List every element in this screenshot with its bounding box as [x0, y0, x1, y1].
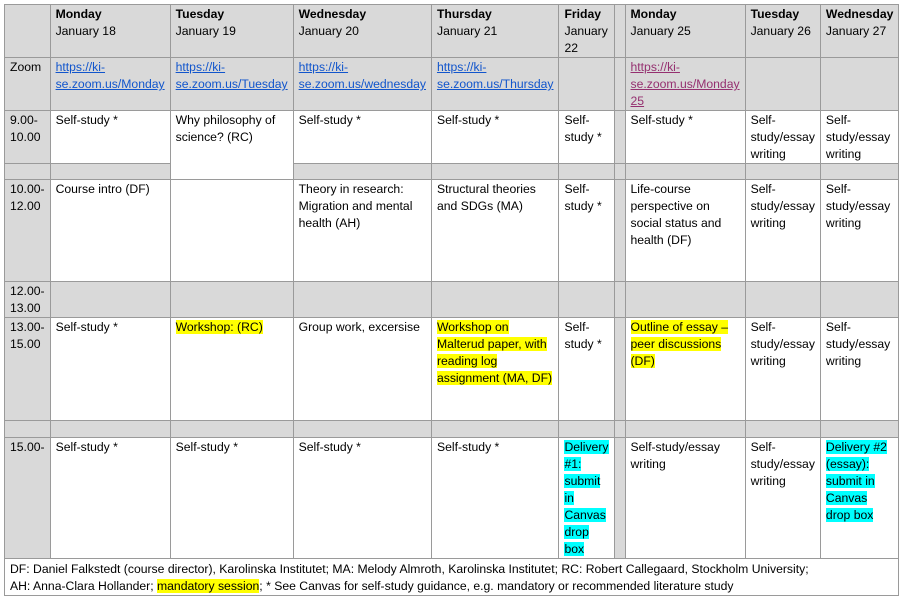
schedule-cell: Structural theories and SDGs (MA) [431, 180, 559, 282]
legend-line-1: DF: Daniel Falkstedt (course director), Karolinska Institutet; MA: Melody Almroth, Karolinska Institutet; RC: Robert Callegaard, Stockholm University; [10, 562, 809, 576]
day-date: January 25 [630, 24, 691, 38]
timeslot-row [5, 111, 899, 164]
schedule-cell: Self-study/essay writing [745, 318, 820, 421]
schedule-cell [820, 438, 899, 559]
delivery-highlight: Delivery #2 (essay): submit in Canvas drop box [825, 440, 887, 522]
weekend-spacer [614, 180, 625, 282]
zoom-cell [293, 58, 431, 111]
schedule-cell [625, 318, 745, 421]
day-header [745, 5, 820, 58]
timeslot-row [5, 318, 899, 421]
schedule-cell: Self-study/essay writing [820, 180, 899, 282]
timeslot-row [5, 438, 899, 559]
schedule-cell: Self-study * [50, 111, 170, 164]
schedule-cell: Why philosophy of science? (RC) [170, 111, 293, 180]
schedule-cell: Course intro (DF) [50, 180, 170, 282]
schedule-cell: Self-study/essay writing [625, 438, 745, 559]
zoom-link[interactable]: https://ki-se.zoom.us/Monday 25 [630, 60, 740, 108]
day-header [170, 5, 293, 58]
schedule-cell: Self-study * [625, 111, 745, 164]
row-label: Zoom [5, 58, 51, 111]
zoom-cell [170, 58, 293, 111]
zoom-cell [559, 58, 614, 111]
row-label: 12.00-13.00 [5, 282, 51, 318]
zoom-cell [625, 58, 745, 111]
day-header [559, 5, 614, 58]
separator-row [5, 164, 899, 180]
day-header [50, 5, 170, 58]
day-date: January 19 [175, 24, 236, 38]
day-date: January 22 [564, 24, 608, 55]
course-schedule-table [4, 4, 899, 596]
lunch-row [5, 282, 899, 318]
zoom-link[interactable]: https://ki-se.zoom.us/wednesday [298, 60, 426, 91]
day-date: January 18 [55, 24, 116, 38]
row-label: 15.00- [5, 438, 51, 559]
legend [5, 559, 899, 596]
weekend-spacer [614, 5, 625, 58]
schedule-cell [431, 318, 559, 421]
schedule-cell: Self-study * [293, 438, 431, 559]
timeslot-row [5, 180, 899, 282]
header-row [5, 5, 899, 58]
corner-cell [5, 5, 51, 58]
legend-mandatory-key: mandatory session [157, 579, 260, 593]
mandatory-highlight: Outline of essay – peer discussions (DF) [630, 320, 729, 368]
legend-line-2-end: ; * See Canvas for self-study guidance, e.g. mandatory or recommended literature study [259, 579, 734, 593]
schedule-cell: Self-study/essay writing [820, 318, 899, 421]
day-name: Friday [564, 7, 602, 21]
zoom-row [5, 58, 899, 111]
schedule-cell: Self-study * [431, 438, 559, 559]
day-header [293, 5, 431, 58]
separator-row [5, 421, 899, 438]
day-name: Monday [55, 7, 102, 21]
legend-line-2-start: AH: Anna-Clara Hollander; [10, 579, 157, 593]
weekend-spacer [614, 111, 625, 164]
schedule-cell: Self-study * [431, 111, 559, 164]
day-name: Wednesday [825, 7, 894, 21]
schedule-cell: Life-course perspective on social status and health (DF) [625, 180, 745, 282]
day-header [431, 5, 559, 58]
schedule-cell: Self-study * [50, 318, 170, 421]
row-label: 10.00-12.00 [5, 180, 51, 282]
zoom-cell [820, 58, 899, 111]
row-label: 9.00-10.00 [5, 111, 51, 164]
delivery-highlight: Delivery #1: submit in Canvas drop box [564, 440, 609, 556]
schedule-cell: Self-study/essay writing [745, 180, 820, 282]
day-name: Tuesday [750, 7, 800, 21]
schedule-cell [170, 180, 293, 282]
schedule-cell: Self-study/essay writing [820, 111, 899, 164]
schedule-cell: Self-study * [293, 111, 431, 164]
schedule-cell: Self-study * [559, 318, 614, 421]
day-name: Wednesday [298, 7, 367, 21]
legend-row [5, 559, 899, 596]
mandatory-highlight: Workshop: (RC) [175, 320, 263, 334]
zoom-cell [745, 58, 820, 111]
schedule-cell: Self-study/essay writing [745, 111, 820, 164]
zoom-cell [431, 58, 559, 111]
day-date: January 20 [298, 24, 359, 38]
zoom-link[interactable]: https://ki-se.zoom.us/Tuesday [175, 60, 288, 91]
schedule-cell: Theory in research: Migration and mental health (AH) [293, 180, 431, 282]
zoom-link[interactable]: https://ki-se.zoom.us/Thursday [436, 60, 554, 91]
day-header [820, 5, 899, 58]
schedule-cell [559, 438, 614, 559]
zoom-link[interactable]: https://ki-se.zoom.us/Monday [55, 60, 165, 91]
row-label: 13.00-15.00 [5, 318, 51, 421]
schedule-cell: Group work, excersise [293, 318, 431, 421]
weekend-spacer [614, 318, 625, 421]
schedule-cell: Self-study/essay writing [745, 438, 820, 559]
mandatory-highlight: Workshop on Malterud paper, with reading log assignment (MA, DF) [436, 320, 553, 385]
schedule-cell [170, 318, 293, 421]
day-date: January 21 [436, 24, 498, 38]
day-name: Monday [630, 7, 677, 21]
day-date: January 27 [825, 24, 887, 38]
weekend-spacer [614, 58, 625, 111]
schedule-cell: Self-study * [559, 111, 614, 164]
schedule-cell: Self-study * [50, 438, 170, 559]
day-header [625, 5, 745, 58]
day-date: January 26 [750, 24, 811, 38]
day-name: Thursday [436, 7, 492, 21]
schedule-cell: Self-study * [170, 438, 293, 559]
schedule-cell: Self-study * [559, 180, 614, 282]
zoom-cell [50, 58, 170, 111]
weekend-spacer [614, 438, 625, 559]
day-name: Tuesday [175, 7, 225, 21]
